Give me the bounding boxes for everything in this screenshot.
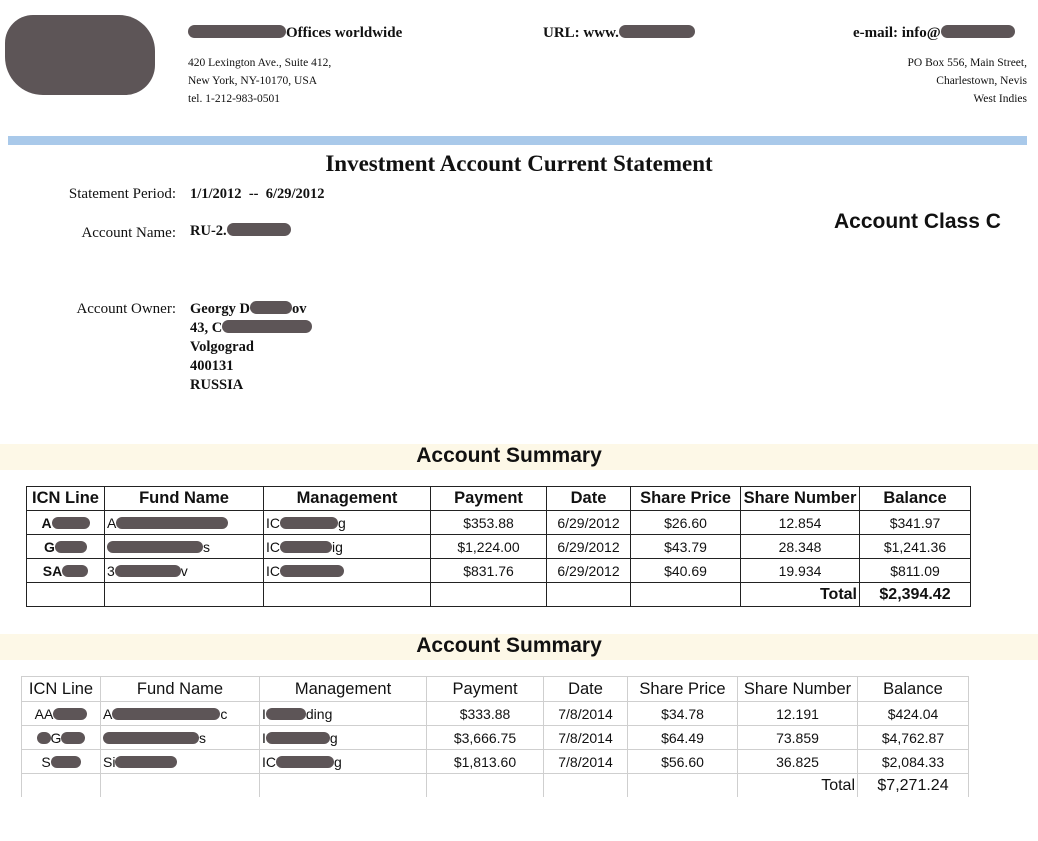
redacted-cell [280,517,338,529]
col-management: Management [264,487,431,511]
offices-heading: Offices worldwide [188,25,402,42]
col-share-price: Share Price [631,487,741,511]
table-header-row [22,677,969,702]
nevis-address: PO Box 556, Main Street, Charlestown, Nevis West Indies [907,57,1027,105]
redacted-company-name [188,25,286,38]
summary-title-2: Account Summary [416,634,602,657]
account-owner-address: Georgy D ov 43, C Volgograd 400131 RUSSIA [190,300,312,395]
email-line: e-mail: info@ [853,25,1015,42]
table-header-row [27,487,971,511]
summary-title-1: Account Summary [416,444,602,467]
new-york-address: 420 Lexington Ave., Suite 412, New York, NY-10170, USA tel. 1-212-983-0501 [188,57,332,105]
col-icn-line: ICN Line [27,487,105,511]
account-name-label: Account Name: [81,225,176,241]
redacted-cell [51,756,81,768]
table-row: A A IC g $353.88 6/29/2012 $26.60 12.854 $341.97 [27,511,971,535]
table-row: G s IC ig $1,224.00 6/29/2012 $43.79 28.348 $1,241.36 [27,535,971,559]
redacted-cell [116,517,228,529]
table-row: SA 3 v IC $831.76 6/29/2012 $40.69 19.934 $811.09 [27,559,971,583]
statement-period: 1/1/2012 -- 6/29/2012 [190,186,325,202]
total-balance: $2,394.42 [860,583,971,607]
account-name: RU-2. [190,223,291,240]
total-label: Total [738,774,858,798]
redacted-cell [266,708,306,720]
col-management: Management [260,677,427,702]
redacted-cell [52,517,90,529]
redacted-cell [112,708,220,720]
table-row: AA A c I ding $333.88 7/8/2014 $34.78 12.191 $424.04 [22,702,969,726]
col-balance: Balance [860,487,971,511]
redacted-url [619,25,695,38]
col-payment: Payment [427,677,544,702]
statement-title: Investment Account Current Statement [325,151,713,176]
redacted-cell [53,708,87,720]
redacted-surname [250,301,292,314]
col-date: Date [544,677,628,702]
period-label: Statement Period: [68,186,176,202]
url-line: URL: www. [543,25,695,42]
account-owner-label: Account Owner: [76,301,176,317]
total-label: Total [741,583,860,607]
total-row [27,583,971,607]
redacted-cell [107,541,203,553]
redacted-cell [276,756,334,768]
company-logo-redacted [5,15,155,95]
redacted-cell [280,565,344,577]
account-summary-table-2012 [26,486,971,607]
col-balance: Balance [858,677,969,702]
col-date: Date [547,487,631,511]
col-share-number: Share Number [738,677,858,702]
redacted-account-id [227,223,291,236]
redacted-cell [266,732,330,744]
total-row [22,774,969,798]
redacted-email [941,25,1015,38]
col-share-price: Share Price [628,677,738,702]
account-summary-table-2014 [21,676,969,797]
redacted-cell [55,541,87,553]
redacted-cell [115,565,181,577]
col-icn-line: ICN Line [22,677,101,702]
col-fund-name: Fund Name [105,487,264,511]
redacted-cell [115,756,177,768]
redacted-cell [62,565,88,577]
account-class: Account Class C [834,210,1001,233]
table-row: S Si IC g $1,813.60 7/8/2014 $56.60 36.825 $2,084.33 [22,750,969,774]
table-row: G s I g $3,666.75 7/8/2014 $64.49 73.859 $4,762.87 [22,726,969,750]
redacted-cell [61,732,85,744]
total-balance: $7,271.24 [858,774,969,798]
redacted-cell [37,732,51,744]
redacted-street [222,320,312,333]
redacted-cell [103,732,199,744]
col-payment: Payment [431,487,547,511]
col-share-number: Share Number [741,487,860,511]
col-fund-name: Fund Name [101,677,260,702]
redacted-cell [280,541,332,553]
header-divider [8,136,1027,145]
